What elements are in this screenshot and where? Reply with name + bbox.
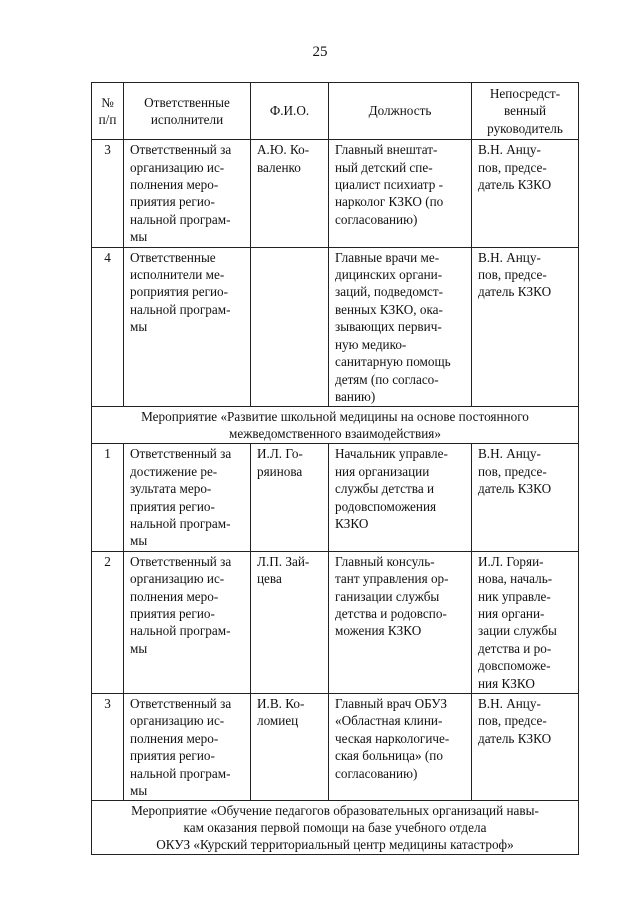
role-cell: Ответственный за достижение ре- зультата меро- приятия регио- нальной програм- мы: [124, 444, 251, 551]
position-cell: Главный консуль- тант управления ор- ганизации службы детства и родовспо- можения КЗКО: [329, 551, 472, 693]
section-title: Мероприятие «Обучение педагогов образовательных организаций навы- кам оказания первой помощи на базе учебного отдела ОКУЗ «Курский территориальный центр медицины катастроф»: [92, 801, 579, 855]
table-row: [92, 140, 579, 247]
fio-cell: Л.П. Зай- цева: [251, 551, 329, 693]
role-cell: Ответственный за организацию ис- полнения меро- приятия регио- нальной програм- мы: [124, 140, 251, 247]
fio-cell: А.Ю. Ко- валенко: [251, 140, 329, 247]
position-cell: Главные врачи ме- дицинских органи- заций, подведомст- венных КЗКО, ока- зывающих первич- ную медико- санитарную помощь детям (по согласо- ванию): [329, 247, 472, 407]
fio-cell: [251, 247, 329, 407]
fio-cell: И.В. Ко- ломиец: [251, 694, 329, 801]
table-row: [92, 247, 579, 407]
position-cell: Главный врач ОБУЗ «Областная клини- ческая наркологиче- ская больница» (по согласованию): [329, 694, 472, 801]
header-role: Ответственные исполнители: [124, 83, 251, 140]
header-num: № п/п: [92, 83, 124, 140]
manager-cell: В.Н. Анцу- пов, предсе- датель КЗКО: [472, 140, 579, 247]
role-cell: Ответственный за организацию ис- полнения меро- приятия регио- нальной програм- мы: [124, 551, 251, 693]
table-row: [92, 551, 579, 693]
role-cell: Ответственный за организацию ис- полнения меро- приятия регио- нальной програм- мы: [124, 694, 251, 801]
section-row: [92, 801, 579, 855]
role-cell: Ответственные исполнители ме- роприятия регио- нальной програм- мы: [124, 247, 251, 407]
manager-cell: В.Н. Анцу- пов, предсе- датель КЗКО: [472, 694, 579, 801]
row-number: 4: [92, 247, 124, 407]
responsibility-table: [91, 82, 579, 855]
position-cell: Главный внештат- ный детский спе- циалист психиатр - нарколог КЗКО (по согласованию): [329, 140, 472, 247]
fio-cell: И.Л. Го- ряинова: [251, 444, 329, 551]
section-row: [92, 407, 579, 444]
page-number: 25: [312, 44, 328, 60]
manager-cell: В.Н. Анцу- пов, предсе- датель КЗКО: [472, 444, 579, 551]
header-fio: Ф.И.О.: [251, 83, 329, 140]
row-number: 3: [92, 140, 124, 247]
table-header-row: [92, 83, 579, 140]
position-cell: Начальник управле- ния организации службы детства и родовспоможения КЗКО: [329, 444, 472, 551]
row-number: 2: [92, 551, 124, 693]
row-number: 3: [92, 694, 124, 801]
header-manager: Непосредст- венный руководитель: [472, 83, 579, 140]
manager-cell: В.Н. Анцу- пов, предсе- датель КЗКО: [472, 247, 579, 407]
row-number: 1: [92, 444, 124, 551]
table-row: [92, 694, 579, 801]
section-title: Мероприятие «Развитие школьной медицины на основе постоянного межведомственного взаимодействия»: [92, 407, 579, 444]
header-position: Должность: [329, 83, 472, 140]
manager-cell: И.Л. Горяи- нова, началь- ник управле- ния органи- зации службы детства и ро- довспоможе- ния КЗКО: [472, 551, 579, 693]
table-row: [92, 444, 579, 551]
